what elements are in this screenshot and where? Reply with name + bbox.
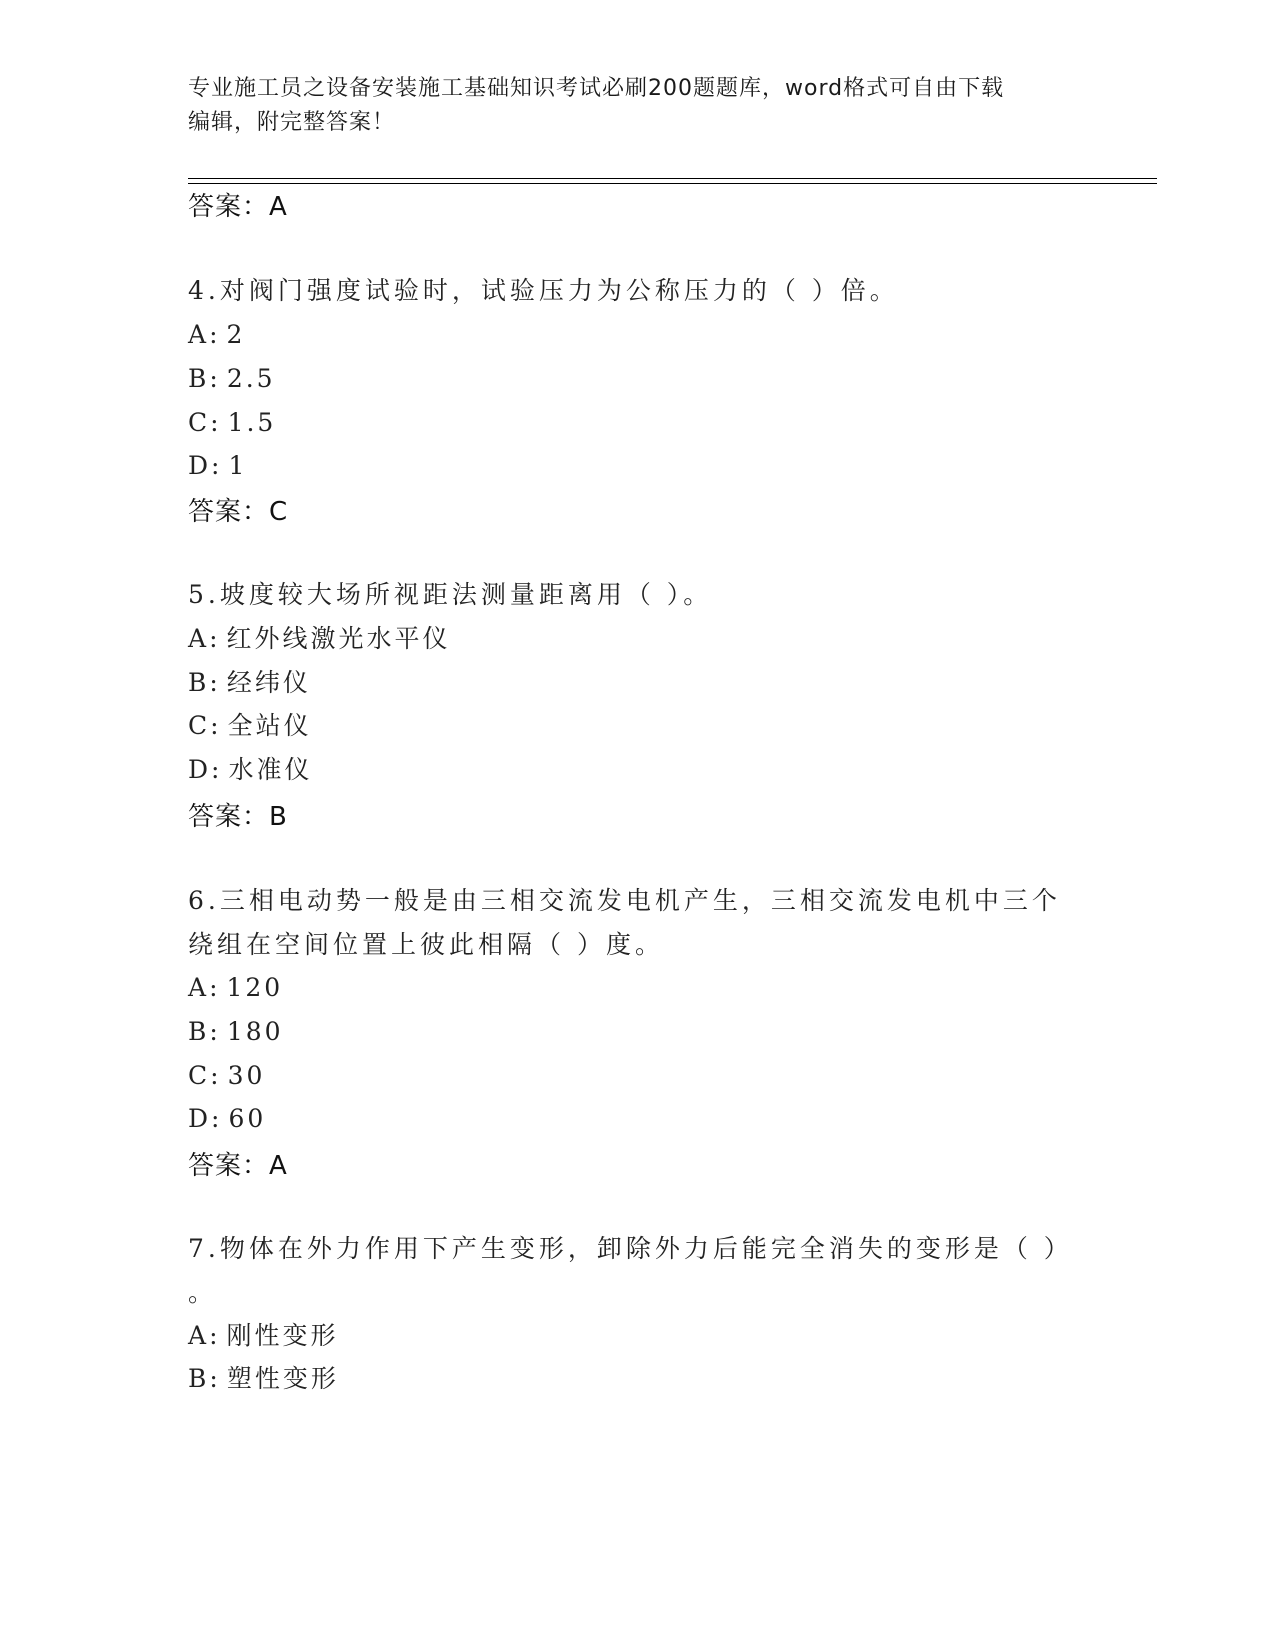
option-text: 180: [226, 1017, 284, 1046]
question-5-option-a: [188, 622, 451, 656]
option-separator: :: [209, 624, 221, 653]
question-7-option-a: [188, 1319, 339, 1353]
question-4-option-a: [188, 318, 245, 352]
option-separator: :: [209, 973, 221, 1002]
answer-q3: 答案：A: [188, 192, 288, 222]
question-5-option-c: [188, 709, 312, 743]
option-key: D: [188, 755, 212, 784]
option-separator: :: [209, 668, 221, 697]
option-key: A: [188, 624, 210, 653]
option-text: 1.5: [227, 408, 277, 437]
option-separator: :: [209, 1017, 221, 1046]
option-separator: :: [211, 451, 223, 480]
option-key: D: [188, 1104, 212, 1133]
option-text: 红外线激光水平仪: [226, 624, 451, 653]
question-4-stem: 4.对阀门强度试验时，试验压力为公称压力的（ ）倍。: [188, 276, 899, 305]
option-separator: :: [211, 1104, 223, 1133]
option-separator: :: [211, 755, 223, 784]
question-6-option-c: [188, 1059, 265, 1093]
option-key: A: [188, 320, 210, 349]
option-text: 经纬仪: [226, 668, 311, 697]
option-separator: :: [209, 320, 221, 349]
option-separator: :: [209, 364, 221, 393]
option-text: 全站仪: [227, 711, 312, 740]
option-text: 塑性变形: [226, 1364, 339, 1393]
question-6-stem-line-2: 绕组在空间位置上彼此相隔（ ）度。: [188, 930, 664, 959]
option-key: C: [188, 408, 211, 437]
option-text: 30: [227, 1061, 266, 1090]
question-4-option-c: [188, 406, 276, 440]
option-text: 120: [226, 973, 284, 1002]
question-4-option-b: [188, 362, 276, 396]
option-separator: :: [210, 1061, 222, 1090]
question-7-stem-line-1: 7.物体在外力作用下产生变形，卸除外力后能完全消失的变形是（ ）: [188, 1234, 1073, 1263]
question-6-option-d: [188, 1102, 266, 1136]
option-key: B: [188, 364, 210, 393]
option-text: 60: [228, 1104, 267, 1133]
document-header: [188, 72, 1068, 140]
header-divider-top: [188, 178, 1157, 179]
option-text: 1: [228, 451, 248, 480]
option-separator: :: [210, 711, 222, 740]
question-6-option-b: [188, 1015, 284, 1049]
header-divider-bottom: [188, 183, 1157, 184]
option-separator: :: [209, 1321, 221, 1350]
option-key: C: [188, 711, 211, 740]
answer-q4: 答案：C: [188, 497, 289, 527]
option-text: 水准仪: [228, 755, 313, 784]
question-4-option-d: [188, 449, 247, 483]
question-7-stem-line-2: 。: [188, 1278, 218, 1307]
header-line-2: 编辑，附完整答案！: [188, 110, 396, 135]
question-5-stem: 5.坡度较大场所视距法测量距离用（ ）。: [188, 580, 713, 609]
header-line-1: 专业施工员之设备安装施工基础知识考试必刷200题题库，word格式可自由下载: [188, 76, 1005, 101]
question-6-stem-line-1: 6.三相电动势一般是由三相交流发电机产生，三相交流发电机中三个: [188, 886, 1061, 915]
answer-q5: 答案：B: [188, 802, 288, 832]
option-key: B: [188, 668, 210, 697]
option-separator: :: [209, 1364, 221, 1393]
question-7-option-b: [188, 1362, 339, 1396]
question-5-option-d: [188, 753, 313, 787]
option-key: A: [188, 973, 210, 1002]
option-text: 刚性变形: [226, 1321, 339, 1350]
option-text: 2: [226, 320, 246, 349]
option-separator: :: [210, 408, 222, 437]
answer-q6: 答案：A: [188, 1151, 288, 1181]
question-5-option-b: [188, 666, 311, 700]
option-text: 2.5: [226, 364, 276, 393]
question-6-option-a: [188, 971, 283, 1005]
option-key: D: [188, 451, 212, 480]
option-key: A: [188, 1321, 210, 1350]
option-key: B: [188, 1364, 210, 1393]
option-key: C: [188, 1061, 211, 1090]
option-key: B: [188, 1017, 210, 1046]
